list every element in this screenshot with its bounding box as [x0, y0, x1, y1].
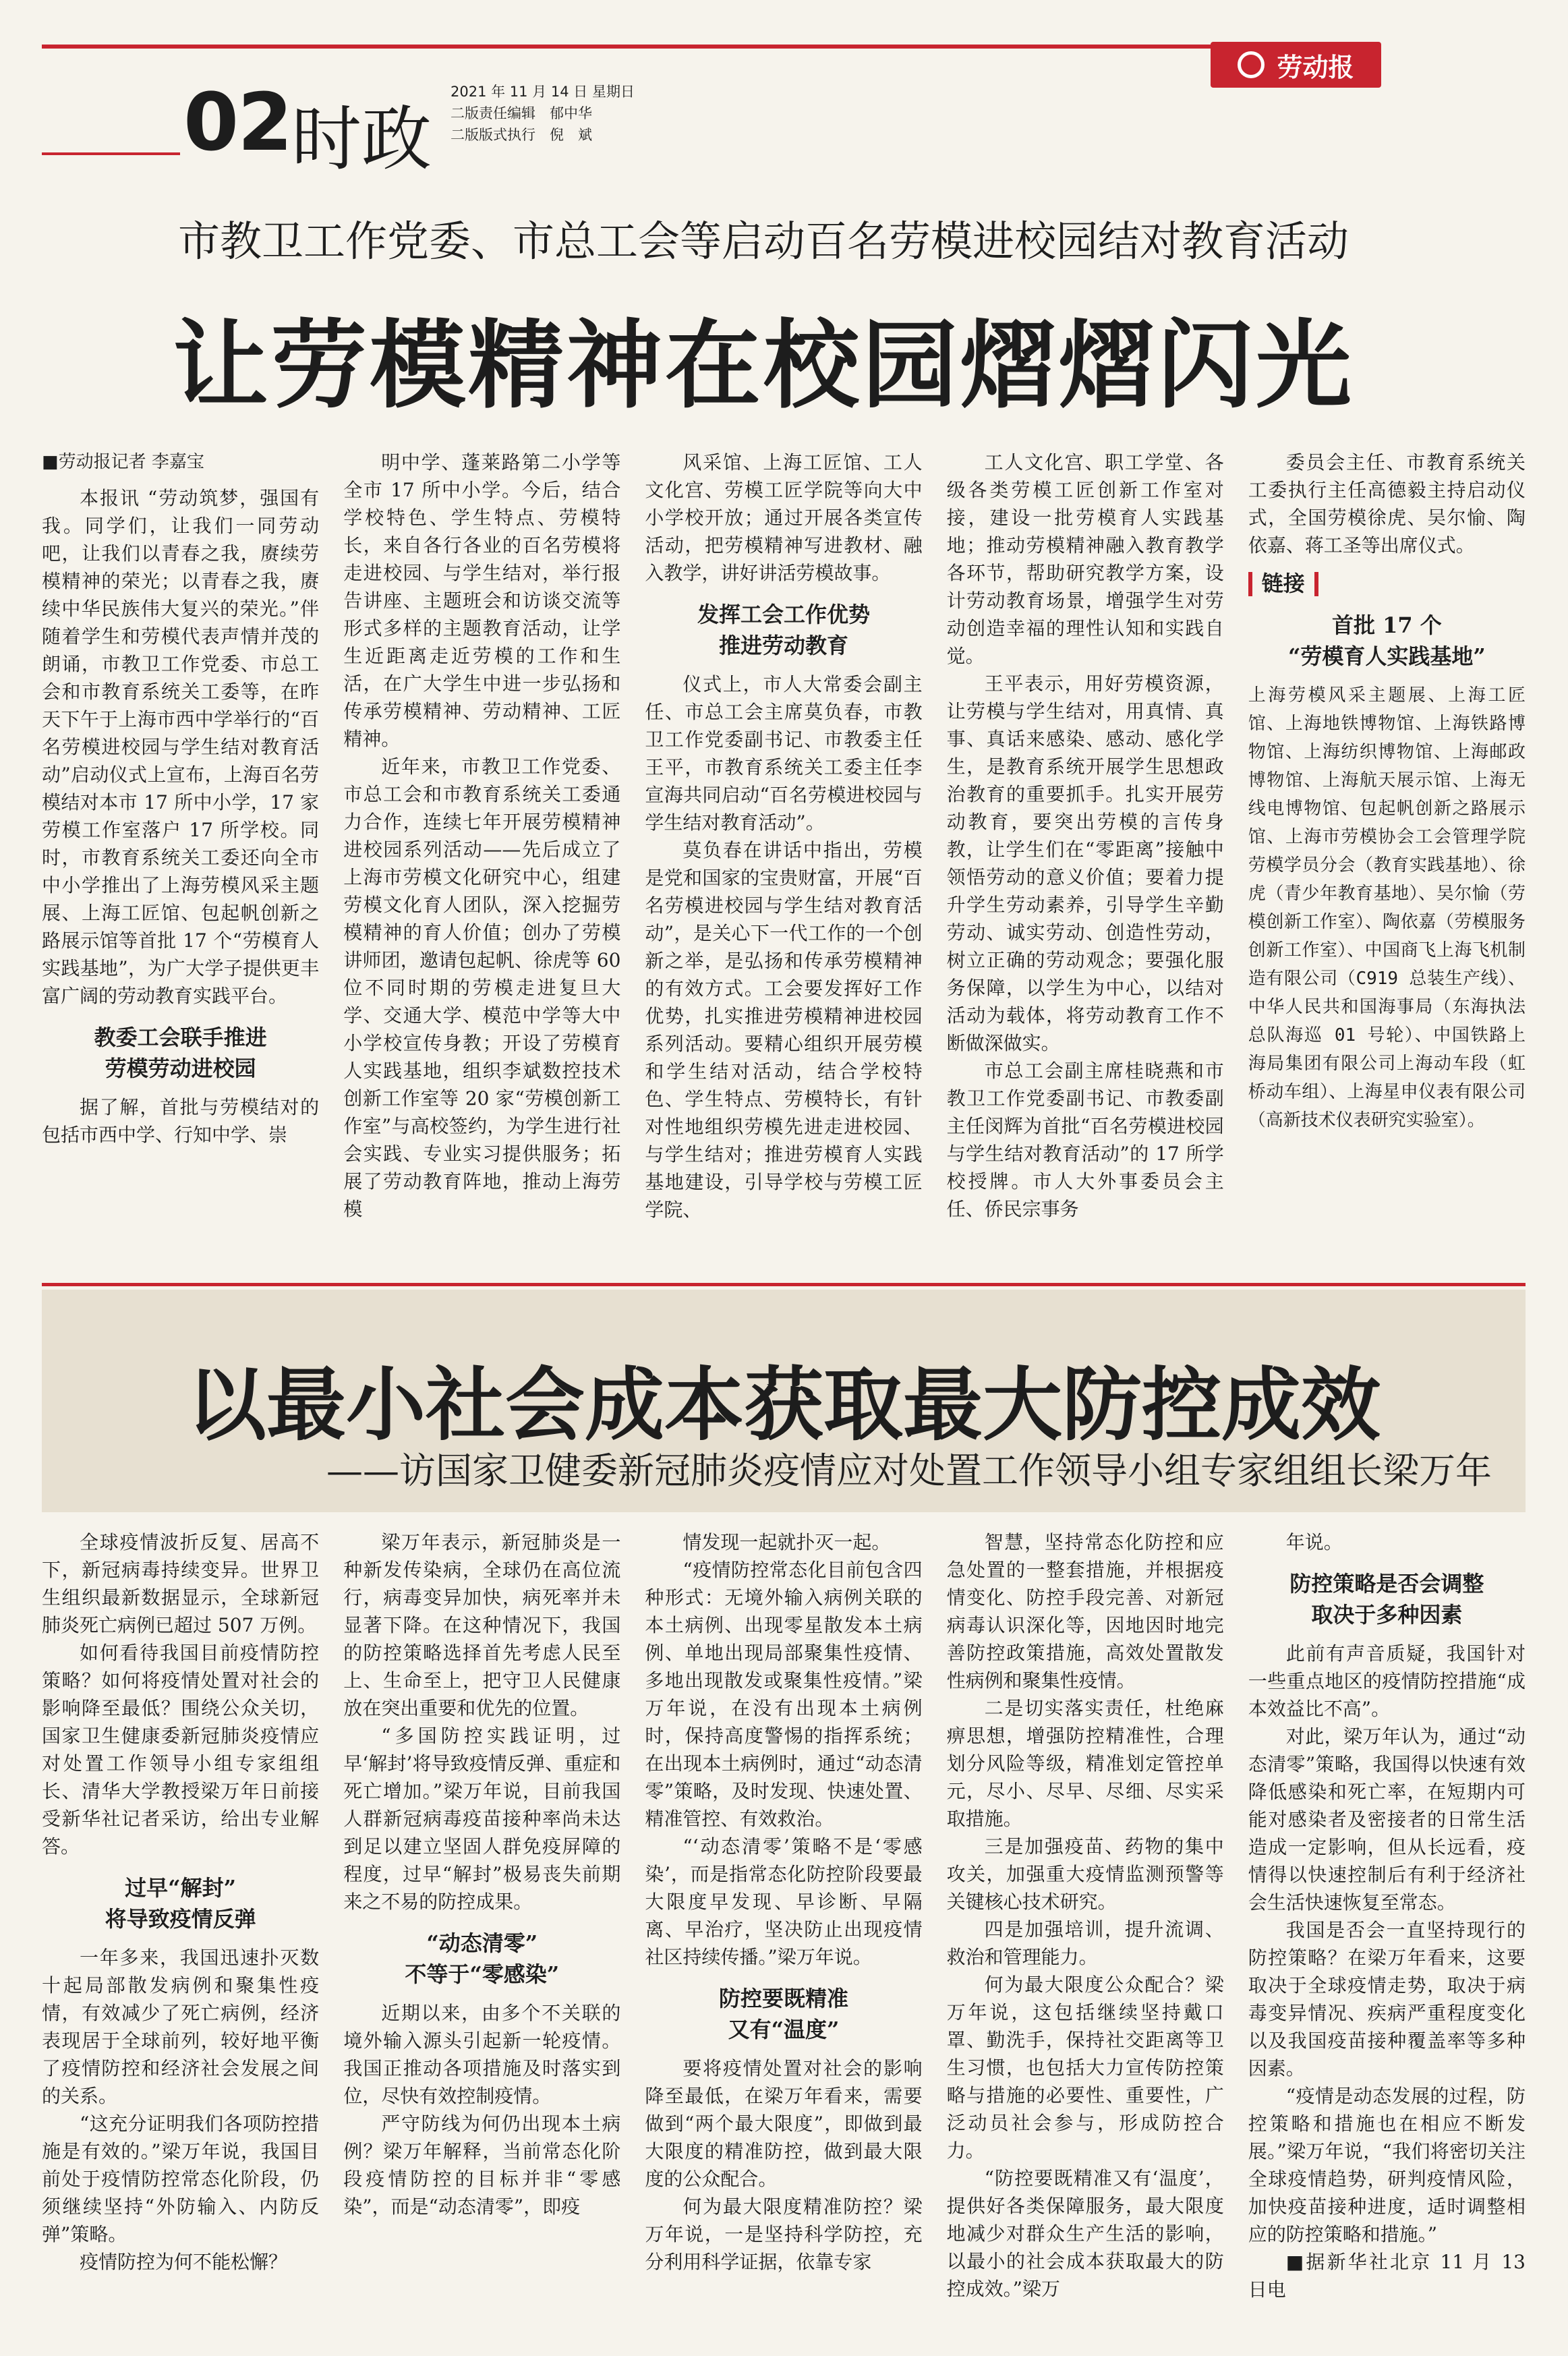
article2-title: 以最小社会成本获取最大防控成效: [186, 1358, 1381, 1452]
logo-circle-icon: [1238, 51, 1265, 78]
paragraph: 市总工会副主席桂晓燕和市教卫工作党委副书记、市教委副主任闵辉为首批“百名劳模进校园与学生结对教育活动”的 17 所学校授牌。市人大外事委员会主任、侨民宗事务: [946, 1060, 1224, 1220]
article1-column: [42, 449, 319, 1248]
paragraph: 委员会主任、市教育系统关工委执行主任高德毅主持启动仪式，全国劳模徐虎、吴尔愉、陶依嘉、蒋工圣等出席仪式。: [1248, 451, 1526, 556]
paragraph: 疫情防控为何不能松懈？: [80, 2251, 288, 2273]
section-rule: [42, 152, 180, 155]
paragraph: 王平表示，用好劳模资源，让劳模与学生结对，用真情、真事、真话来感染、感动、感化学生，是教育系统开展学生思想政治教育的重要抓手。扎实开展劳动教育，要突出劳模的言传身教，让学生们在“零距离”接触中领悟劳动的意义价值；要着力提升学生劳动素养，引导学生辛勤劳动、诚实劳动、创造性劳动，树立正确的劳动观念；要强化服务保障，以学生为中心，以结对活动为载体，将劳动教育工作不断做深做实。: [946, 672, 1224, 1054]
paragraph: 三是加强疫苗、药物的集中攻关，加强重大疫情监测预警等关键核心技术研究。: [946, 1835, 1224, 1913]
paragraph: 近年来，市教卫工作党委、市总工会和市教育系统关工委通力合作，连续七年开展劳模精神进校园系列活动——先后成立了上海市劳模文化研究中心，组建劳模文化育人团队，深入挖掘劳模精神的育人价值；创办了劳模讲师团，邀请包起帆、徐虎等 60 位不同时期的劳模走进复旦大学、交通大学、模范中学等大中小学校宣传身教；开设了劳模育人实践基地，组织李斌数控技术创新工作室等 20 家“劳模创新工作室”与高校签约，为学生进行社会实践、专业实习提供服务；拓展了劳动教育阵地，推动上海劳模: [343, 755, 621, 1220]
page-number: 02: [183, 76, 292, 169]
paragraph: 何为最大限度公众配合？梁万年说，这包括继续坚持戴口罩、勤洗手，保持社交距离等卫生习惯，也包括大力宣传防控策略与措施的必要性、重要性，广泛动员社会参与，形成防控合力。: [946, 1974, 1224, 2162]
paragraph: “多国防控实践证明，过早‘解封’将导致疫情反弹、重症和死亡增加。”梁万年说，目前我国人群新冠病毒疫苗接种率尚未达到足以建立坚固人群免疫屏障的程度，过早“解封”极易丧失前期来之不易的防控成果。: [343, 1725, 621, 1913]
paper-name: 劳动报: [1277, 51, 1354, 82]
paragraph: 我国是否会一直坚持现行的防控策略？在梁万年看来，这要取决于全球疫情走势，取决于病毒变异情况、疾病严重程度变化以及我国疫苗接种覆盖率等多种因素。: [1248, 1919, 1526, 2079]
article2-subtitle: ——访国家卫健委新冠肺炎疫情应对处置工作领导小组专家组组长梁万年: [326, 1449, 1492, 1492]
subheading: 教委工会联手推进 劳模劳动进校园: [94, 1025, 267, 1081]
paragraph: 情发现一起就扑灭一起。: [683, 1531, 891, 1553]
paragraph: 本报讯 “劳动筑梦，强国有我。同学们，让我们一同劳动吧，让我们以青春之我，赓续劳模精神的荣光；以青春之我，赓续中华民族伟大复兴的荣光。”伴随着学生和劳模代表声情并茂的朗诵，市教卫工作党委、市总工会和市教育系统关工委等，在昨天下午于上海市西中学举行的“百名劳模进校园与学生结对教育活动”启动仪式上宣布，上海百名劳模结对本市 17 所中小学，17 家劳模工作室落户 17 所学校。同时，市教育系统关工委还向全市中小学推出了上海劳模风采主题展、上海工匠馆、包起帆创新之路展示馆等首批 17 个“劳模育人实践基地”，为广大学子提供更丰富广阔的劳动教育实践平台。: [42, 487, 320, 1007]
paragraph: 梁万年表示，新冠肺炎是一种新发传染病，全球仍在高位流行，病毒变异加快，病死率并未显著下降。在这种情况下，我国的防控策略选择首先考虑人民至上、生命至上，把守卫人民健康放在突出重要和优先的位置。: [343, 1531, 621, 1719]
paragraph: 如何看待我国目前疫情防控策略？如何将疫情处置对社会的影响降至最低？围绕公众关切，国家卫生健康委新冠肺炎疫情应对处置工作领导小组专家组组长、清华大学教授梁万年日前接受新华社记者采访，给出专业解答。: [42, 1642, 320, 1858]
article2-column: [42, 1528, 319, 2334]
subheading: 发挥工会工作优势 推进劳动教育: [697, 602, 870, 658]
subheading: “动态清零” 不等于“零感染”: [405, 1930, 560, 1987]
paragraph: 二是切实落实责任，杜绝麻痹思想，增强防控精准性，合理划分风险等级，精准划定管控单元，尽小、尽早、尽细、尽实采取措施。: [946, 1697, 1224, 1830]
article2-column: [645, 1528, 922, 2334]
masthead-rule: [42, 45, 1212, 49]
article1-column: [645, 449, 922, 1248]
paragraph: 年说。: [1285, 1531, 1343, 1553]
byline: ■劳动报记者 李嘉宝: [42, 452, 204, 472]
article1-column: [343, 449, 620, 1248]
issue-meta: [451, 81, 635, 146]
subheading: 防控要既精准 又有“温度”: [718, 1986, 848, 2042]
paragraph: ■据新华社北京 11 月 13 日电: [1248, 2251, 1526, 2301]
article2-column: [947, 1528, 1224, 2334]
paragraph: 全球疫情波折反复、居高不下，新冠病毒持续变异。世界卫生组织最新数据显示，全球新冠肺炎死亡病例已超过 507 万例。: [42, 1531, 320, 1636]
layout-line: 二版版式执行 倪 斌: [451, 127, 592, 143]
subheading: 防控策略是否会调整 取决于多种因素: [1289, 1571, 1484, 1628]
paragraph: 何为最大限度精准防控？梁万年说，一是坚持科学防控，充分利用科学证据，依靠专家: [645, 2195, 923, 2273]
article2-column: [343, 1528, 620, 2334]
paper-logo: [1211, 42, 1381, 88]
paragraph: 明中学、蓬莱路第二小学等全市 17 所中小学。今后，结合学校特色、学生特点、劳模特长，来自各行各业的百名劳模将走进校园、与学生结对，举行报告讲座、主题班会和访谈交流等形式多样的主题教育活动，让学生近距离走近劳模的工作和生活，在广大学生中进一步弘扬和传承劳模精神、劳动精神、工匠精神。: [343, 451, 621, 750]
paragraph: 要将疫情处置对社会的影响降至最低，在梁万年看来，需要做到“两个最大限度”，即做到最大限度的精准防控，做到最大限度的公众配合。: [645, 2057, 923, 2190]
paragraph: 四是加强培训，提升流调、救治和管理能力。: [946, 1918, 1224, 1968]
article2-column: [1248, 1528, 1526, 2334]
paragraph: 此前有声音质疑，我国针对一些重点地区的疫情防控措施“成本效益比不高”。: [1248, 1642, 1526, 1720]
paragraph: 对此，梁万年认为，通过“动态清零”策略，我国得以快速有效降低感染和死亡率，在短期内可能对感染者及密接者的日常生活造成一定影响，但从长远看，疫情得以快速控制后有利于经济社会生活快速恢复至常态。: [1248, 1725, 1526, 1914]
paragraph: “防控要既精准又有‘温度’，提供好各类保障服务，最大限度地减少对群众生产生活的影响，以最小的社会成本获取最大的防控成效。”梁万: [946, 2167, 1224, 2300]
paragraph: 风采馆、上海工匠馆、工人文化宫、劳模工匠学院等向大中小学校开放；通过开展各类宣传活动，把劳模精神写进教材、融入教学，讲好讲活劳模故事。: [645, 451, 923, 584]
paragraph: “这充分证明我们各项防控措施是有效的。”梁万年说，我国目前处于疫情防控常态化阶段，仍须继续坚持“外防输入、内防反弹”策略。: [42, 2113, 320, 2245]
subheading: 首批 17 个 “劳模育人实践基地”: [1287, 612, 1486, 669]
paragraph: 工人文化宫、职工学堂、各级各类劳模工匠创新工作室对接，建设一批劳模育人实践基地；推动劳模精神融入教育教学各环节，帮助研究教学方案，设计劳动教育场景，增强学生对劳动创造幸福的理性认知和实践自觉。: [946, 451, 1224, 667]
link-tag: 链接: [1248, 570, 1526, 598]
paragraph: 近期以来，由多个不关联的境外输入源头引起新一轮疫情。我国正推动各项措施及时落实到位，尽快有效控制疫情。: [343, 2002, 621, 2107]
article2-body: [42, 1528, 1526, 2334]
paragraph: 一年多来，我国迅速扑灭数十起局部散发病例和聚集性疫情，有效减少了死亡病例，经济表现居于全球前列，较好地平衡了疫情防控和经济社会发展之间的关系。: [42, 1947, 320, 2107]
article1-column: [947, 449, 1224, 1248]
article1-column: [1248, 449, 1526, 1248]
page-section-name: 时政: [291, 98, 432, 180]
issue-date: 2021 年 11 月 14 日 星期日: [451, 84, 635, 100]
paragraph: 莫负春在讲话中指出，劳模是党和国家的宝贵财富，开展“百名劳模进校园与学生结对教育活动”，是关心下一代工作的一个创新之举，是弘扬和传承劳模精神的有效方式。工会要发挥好工作优势，扎实推进劳模精神进校园系列活动。要精心组织开展劳模和学生结对活动，结合学校特色、学生特点、劳模特长，有针对性地组织劳模先进走进校园、与学生结对；推进劳模育人实践基地建设，引导学校与劳模工匠学院、: [645, 839, 923, 1221]
paragraph: “疫情防控常态化目前包含四种形式：无境外输入病例关联的本土病例、出现零星散发本土病例、单地出现局部聚集性疫情、多地出现散发或聚集性疫情。”梁万年说，在没有出现本土病例时，保持高度警惕的指挥系统；在出现本土病例时，通过“动态清零”策略，及时发现、快速处置、精准管控、有效救治。: [645, 1559, 923, 1830]
link-list: 上海劳模风采主题展、上海工匠馆、上海地铁博物馆、上海铁路博物馆、上海纺织博物馆、上海邮政博物馆、上海航天展示馆、上海无线电博物馆、包起帆创新之路展示馆、上海市劳模协会工会管理学院劳模学员分会（教育实践基地）、徐虎（青少年教育基地）、吴尔愉（劳模创新工作室）、陶依嘉（劳模服务创新工作室）、中国商飞上海飞机制造有限公司（C919 总装生产线）、中华人民共和国海事局（东海执法总队海巡 01 号轮）、中国铁路上海局集团有限公司上海动车段（虹桥动车组）、上海星申仪表有限公司（高新技术仪表研究实验室）。: [1248, 685, 1526, 1130]
paragraph: 智慧，坚持常态化防控和应急处置的一整套措施，并根据疫情变化、防控手段完善、对新冠病毒认识深化等，因地因时地完善防控政策措施，高效处置散发性病例和聚集性疫情。: [946, 1531, 1224, 1692]
subheading: 过早“解封” 将导致疫情反弹: [105, 1875, 256, 1932]
article-divider: [42, 1283, 1526, 1286]
article1-kicker: 市教卫工作党委、市总工会等启动百名劳模进校园结对教育活动: [177, 217, 1349, 266]
paragraph: 严守防线为何仍出现本土病例？梁万年解释，当前常态化阶段疫情防控的目标并非“零感染”，而是“动态清零”，即疫: [343, 2113, 621, 2218]
paragraph: “‘动态清零’策略不是‘零感染’，而是指常态化防控阶段要最大限度早发现、早诊断、早隔离、早治疗，坚决防止出现疫情社区持续传播。”梁万年说。: [645, 1835, 923, 1968]
article1-title: 让劳模精神在校园熠熠闪光: [173, 310, 1354, 422]
paragraph: “疫情是动态发展的过程，防控策略和措施也在相应不断发展。”梁万年说，“我们将密切关注全球疫情趋势，研判疫情风险，加快疫苗接种进度，适时调整相应的防控策略和措施。”: [1248, 2085, 1526, 2245]
article1-body: [42, 449, 1526, 1248]
paragraph: 据了解，首批与劳模结对的包括市西中学、行知中学、崇: [42, 1096, 320, 1146]
editor-line: 二版责任编辑 郁中华: [451, 105, 592, 121]
paragraph: 仪式上，市人大常委会副主任、市总工会主席莫负春，市教卫工作党委副书记、市教委主任王平，市教育系统关工委主任李宣海共同启动“百名劳模进校园与学生结对教育活动”。: [645, 673, 923, 834]
